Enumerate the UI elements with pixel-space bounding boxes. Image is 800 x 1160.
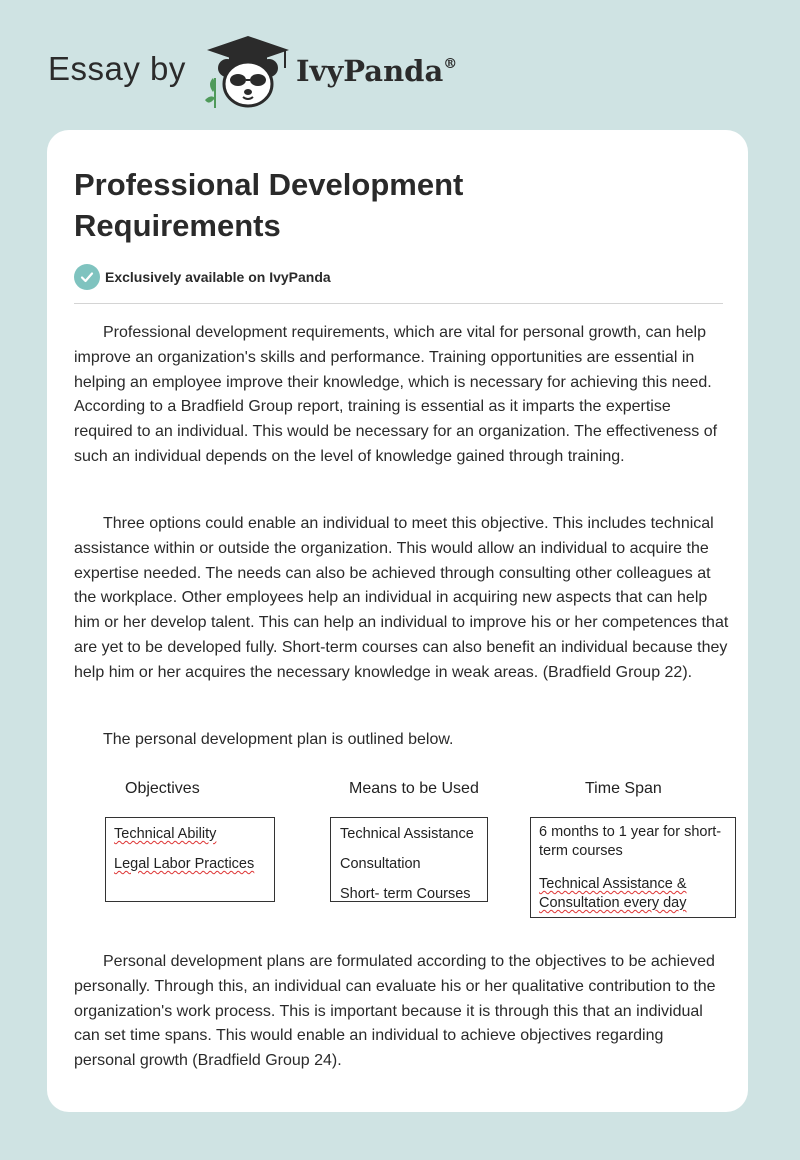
paragraph: Three options could enable an individual to meet this objective. This includes technical assistance within or outside the organization. This would allow an individual to acquire the expertise needed. The needs can also be achieved through consulting other colleagues at the workplace. Other employees help an individual in acquiring new aspects that can help him or her develop talent. This can help an individual to improve his or her competences that are yet to be developed fully. Short-term courses can also benefit an individual because they help him or her acquires the necessary knowledge in weak areas. (Bradfield Group 22). [74,515,729,681]
exclusive-badge-label: Exclusively available on IvyPanda [105,269,331,285]
paragraph: Personal development plans are formulated according to the objectives to be achieved personally. Through this, an individual can evaluate his or her qualitative contribution to the organization's work process. This is important because it is through this that an individual can set time spans. This would enable an individual to achieve objectives regarding personal growth (Bradfield Group 24). [74,953,716,1070]
divider [74,303,723,304]
timespan-box [530,817,736,918]
means-box [330,817,488,902]
panda-graduation-cap-icon[interactable] [203,34,293,110]
timespan-item: 6 months to 1 year for short-term courses [539,824,722,859]
timespan-header: Time Span [585,780,662,797]
checkmark-icon [74,264,100,290]
means-header: Means to be Used [349,780,479,797]
article-card [47,130,748,1112]
means-item: Short- term Courses [340,886,471,902]
means-item: Technical Assistance [340,826,474,842]
brand-name[interactable]: IvyPanda® [296,54,458,88]
exclusive-badge [74,264,331,290]
objectives-box [105,817,275,902]
means-item: Consultation [340,856,421,872]
objectives-header: Objectives [125,780,200,797]
paragraph: Professional development requirements, which are vital for personal growth, can help improve an organization's skills and performance. Training opportunities are essential in helping an employee improve their knowledge, which is necessary for achieving this need. According to a Bradfield Group report, training is essential as it imparts the expertise required to an individual. This would be necessary for an organization. The effectiveness of such an individual depends on the level of knowledge gained through training. [74,324,718,465]
paragraph: The personal development plan is outlined below. [103,731,454,748]
essay-by-label: Essay by [48,50,186,87]
page-title: Professional Development Requirements [74,167,464,243]
timespan-item: Technical Assistance & Consultation every day [539,876,687,911]
site-header [48,34,748,114]
objective-item: Technical Ability [114,826,217,842]
objective-item: Legal Labor Practices [114,856,255,872]
